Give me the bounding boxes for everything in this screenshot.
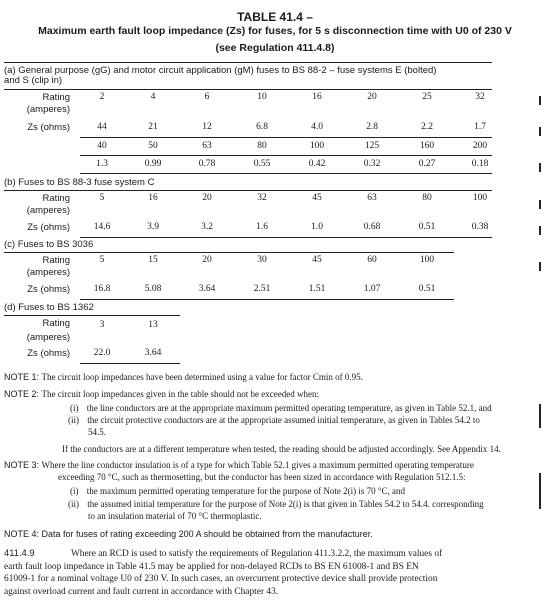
note-1-label: NOTE 1:: [4, 372, 40, 382]
table-number: TABLE 41.4 –: [237, 10, 313, 24]
table-cell: 3: [99, 320, 105, 330]
rule-b: [4, 190, 492, 191]
table-cell: 21: [148, 122, 158, 132]
table-cell: 100: [309, 141, 325, 151]
table-cell: 15: [148, 255, 158, 265]
table-cell: 100: [472, 193, 488, 203]
table-cell: 20: [202, 255, 212, 265]
table-cell: 160: [419, 141, 435, 151]
rule-a-mid2: [80, 155, 492, 156]
table-cell: 4: [150, 92, 156, 102]
table-cell: 0.51: [418, 222, 436, 232]
section-b-rating-label: Rating: [42, 193, 70, 204]
table-cell: 3.2: [201, 222, 213, 232]
note-2-tail: If the conductors are at a different temperature when tested, the reading should be adjusted accordingly. See Appendix 14.: [62, 444, 501, 454]
note-4: [4, 529, 373, 539]
note-1: [4, 372, 363, 382]
rule-c-end: [80, 299, 454, 300]
rule-a-end: [80, 173, 492, 174]
note-2: [4, 389, 319, 399]
note-4-label: NOTE 4:: [4, 529, 40, 539]
table-cell: 2: [99, 92, 105, 102]
table-cell: 1.3: [96, 159, 108, 169]
table-cell: 3.64: [144, 348, 162, 358]
table-cell: 1.0: [311, 222, 323, 232]
table-cell: 10: [257, 92, 267, 102]
note-2-item-ii-number: (ii): [68, 415, 79, 425]
section-a-heading: [4, 66, 436, 86]
table-cell: 50: [148, 141, 158, 151]
table-cell: 0.32: [363, 159, 381, 169]
section-d-zs-label: Zs (ohms): [27, 348, 70, 359]
table-cell: 0.78: [198, 159, 216, 169]
section-b-amperes-label: (amperes): [26, 205, 70, 216]
table-cell: 1.6: [256, 222, 268, 232]
table-cell: 1.7: [474, 122, 486, 132]
table-cell: 16: [312, 92, 322, 102]
table-cell: 22.0: [93, 348, 111, 358]
margin-change-bar: [539, 262, 541, 271]
table-cell: 20: [367, 92, 377, 102]
table-cell: 0.51: [418, 284, 436, 294]
table-cell: 80: [257, 141, 267, 151]
table-cell: 3.64: [198, 284, 216, 294]
table-cell: 100: [419, 255, 435, 265]
note-3-text: Where the line conductor insulation is of a type for which Table 52.1 gives a maximum permitted operating temperature: [41, 460, 474, 470]
rule-a-mid: [80, 137, 492, 138]
table-cell: 14.6: [93, 222, 111, 232]
table-cell: 32: [475, 92, 485, 102]
regulation-line-1: [4, 547, 542, 561]
regulation-line-3: 61009-1 for a nominal voltage U0 of 230 V. In such cases, an overcurrent protective device shall provide protection: [4, 574, 438, 584]
table-cell: 63: [202, 141, 212, 151]
table-cell: 0.38: [471, 222, 489, 232]
note-3-item-ii: [68, 499, 484, 509]
table-cell: 63: [367, 193, 377, 203]
note-3-item-ii-continued: to an insulation material of 70 °C thermoplastic.: [88, 511, 262, 521]
margin-change-bar: [539, 473, 541, 509]
section-a-heading-line1: (a) General purpose (gG) and motor circuit application (gM) fuses to BS 88-2 – fuse systems E (bolted): [4, 65, 437, 76]
rule-a: [4, 89, 492, 90]
note-3: [4, 460, 474, 470]
note-3-item-i-number: (i): [70, 486, 79, 496]
note-2-item-ii-text: the circuit protective conductors are at the appropriate assumed initial temperature, as given in Tables 54.2 to: [87, 415, 480, 425]
rule-top: [4, 62, 492, 63]
section-d-rating-label: Rating: [42, 318, 70, 329]
table-cell: 45: [312, 193, 322, 203]
table-cell: 40: [97, 141, 107, 151]
table-cell: 44: [97, 122, 107, 132]
rule-c: [4, 252, 454, 253]
regulation-reference: (see Regulation 411.4.8): [215, 42, 335, 54]
table-cell: 4.0: [311, 122, 323, 132]
note-2-item-ii: [68, 415, 480, 425]
table-cell: 5.08: [144, 284, 162, 294]
table-cell: 45: [312, 255, 322, 265]
note-3-item-ii-number: (ii): [68, 499, 79, 509]
table-cell: 12: [202, 122, 212, 132]
table-cell: 0.68: [363, 222, 381, 232]
table-cell: 2.8: [366, 122, 378, 132]
section-c-zs-label: Zs (ohms): [27, 284, 70, 295]
regulation-number: 411.4.9: [4, 547, 35, 558]
table-title: Maximum earth fault loop impedance (Zs) for fuses, for 5 s disconnection time with U0 of 230 V: [38, 25, 512, 37]
section-a-zs-label: Zs (ohms): [27, 122, 70, 133]
table-cell: 20: [202, 193, 212, 203]
note-1-text: The circuit loop impedances have been determined using a value for factor Cmin of 0.95.: [41, 372, 363, 382]
section-a-rating-label: Rating: [42, 92, 70, 103]
table-cell: 1.51: [308, 284, 326, 294]
rule-d: [4, 315, 180, 316]
regulation-411-4-9: [4, 547, 542, 598]
rule-b-end: [80, 237, 492, 238]
regulation-text-1: Where an RCD is used to satisfy the requirements of Regulation 411.3.2.2, the maximum values of: [70, 549, 443, 559]
table-cell: 13: [148, 320, 158, 330]
table-cell: 6.8: [256, 122, 268, 132]
section-c-rating-label: Rating: [42, 255, 70, 266]
section-c-amperes-label: (amperes): [26, 267, 70, 278]
section-c-heading: (c) Fuses to BS 3036: [4, 239, 94, 250]
note-3-label: NOTE 3:: [4, 460, 40, 470]
table-cell: 0.27: [418, 159, 436, 169]
section-a-amperes-label: (amperes): [26, 104, 70, 115]
section-d-heading: (d) Fuses to BS 1362: [4, 302, 94, 313]
table-cell: 200: [472, 141, 488, 151]
table-cell: 60: [367, 255, 377, 265]
note-2-item-i-number: (i): [70, 403, 79, 413]
margin-change-bar: [539, 127, 541, 136]
table-cell: 32: [257, 193, 267, 203]
table-cell: 16.8: [93, 284, 111, 294]
margin-change-bar: [539, 163, 541, 172]
table-cell: 6: [204, 92, 210, 102]
note-3-item-i: [70, 486, 405, 496]
regulation-line-4: against overload current and fault current in accordance with Chapter 43.: [4, 586, 279, 597]
table-cell: 2.2: [421, 122, 433, 132]
margin-change-bar: [539, 200, 541, 209]
table-cell: 30: [257, 255, 267, 265]
note-2-item-i: [70, 403, 492, 413]
table-cell: 5: [99, 193, 105, 203]
table-cell: 0.42: [308, 159, 326, 169]
section-b-heading: (b) Fuses to BS 88-3 fuse system C: [4, 177, 155, 188]
note-3-item-ii-text: the assumed initial temperature for the purpose of Note 2(i) is that given in Tables 54.2 to 54.4. corresponding: [87, 499, 484, 509]
note-2-item-ii-continued: 54.5.: [88, 427, 106, 437]
note-4-text: Data for fuses of rating exceeding 200 A should be obtained from the manufacturer.: [41, 529, 373, 539]
table-cell: 16: [148, 193, 158, 203]
section-d-amperes-label: (amperes): [26, 332, 70, 343]
section-b-zs-label: Zs (ohms): [27, 222, 70, 233]
table-cell: 0.18: [471, 159, 489, 169]
table-cell: 1.07: [363, 284, 381, 294]
table-cell: 5: [99, 255, 105, 265]
note-3-item-i-text: the maximum permitted operating temperature for the purpose of Note 2(i) is 70 °C, and: [86, 486, 406, 496]
note-2-item-i-text: the line conductors are at the appropriate maximum permitted operating temperature, as given in Table 52.1, and: [86, 403, 492, 413]
margin-change-bar: [539, 96, 541, 105]
regulation-line-2: earth fault loop impedance in Table 41.5 may be applied for non-delayed RCDs to BS EN 61008-1 and BS EN: [4, 561, 419, 572]
table-cell: 2.51: [253, 284, 271, 294]
table-cell: 0.55: [253, 159, 271, 169]
section-a-heading-line2: and S (clip in): [4, 75, 63, 86]
note-2-text: The circuit loop impedances given in the table should not be exceeded when:: [41, 389, 319, 399]
note-2-label: NOTE 2:: [4, 389, 40, 399]
margin-change-bar: [539, 226, 541, 235]
table-cell: 3.9: [147, 222, 159, 232]
table-cell: 125: [364, 141, 380, 151]
table-cell: 25: [422, 92, 432, 102]
rule-d-end: [80, 363, 180, 364]
table-cell: 0.99: [144, 159, 162, 169]
margin-change-bar: [539, 404, 541, 428]
note-3-continued: exceeding 70 °C, such as thermosetting, but the conductor has been sized in accordance with Regulation 512.1.5:: [58, 472, 466, 482]
table-cell: 80: [422, 193, 432, 203]
